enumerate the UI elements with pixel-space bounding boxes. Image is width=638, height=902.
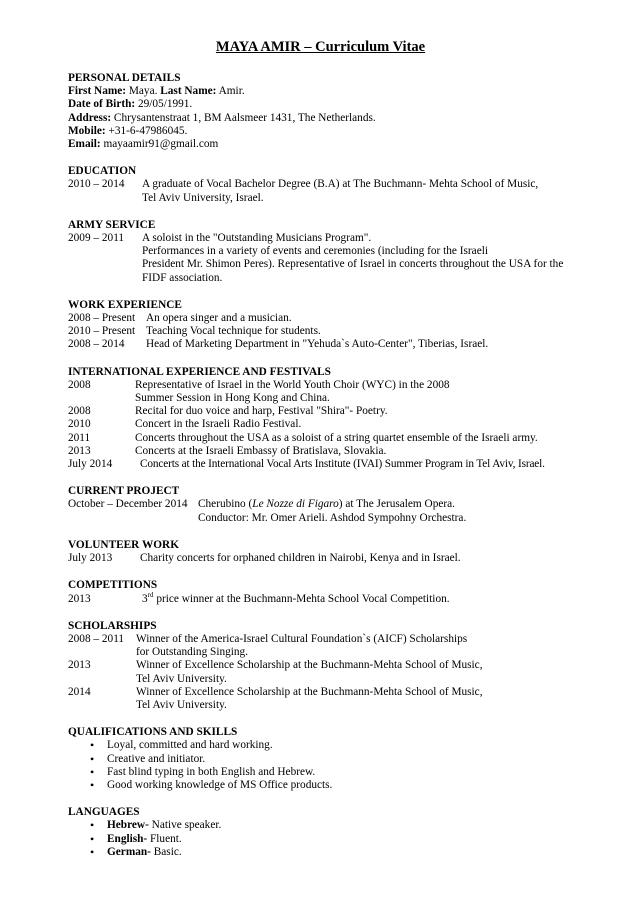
education-date: 2010 – 2014 — [68, 178, 125, 191]
mobile-line — [68, 125, 573, 138]
bullet-icon: • — [90, 751, 95, 766]
volunteer-row — [68, 552, 573, 565]
dob-line — [68, 98, 573, 111]
international-date — [68, 392, 135, 405]
scholarship-item — [68, 659, 573, 672]
competition-row — [68, 590, 573, 606]
scholarship-item — [68, 633, 573, 646]
volunteer-date: July 2013 — [68, 552, 113, 565]
skill-text: Loyal, committed and hard working. — [107, 739, 273, 752]
bullet-icon: • — [90, 764, 95, 779]
language-item — [68, 833, 573, 846]
skill-item — [68, 779, 573, 792]
work-date: 2010 – Present — [68, 325, 136, 338]
competition-description: price winner at the Buchmann-Mehta School Vocal Competition. — [153, 592, 450, 605]
competition-date: 2013 — [68, 592, 91, 605]
mobile-label: Mobile: — [68, 124, 106, 137]
name-line — [68, 85, 573, 98]
scholarship-date — [68, 699, 136, 712]
international-item — [68, 405, 573, 418]
volunteer-text: Charity concerts for orphaned children in Nairobi, Kenya and in Israel. — [140, 552, 461, 565]
current-project-section — [68, 485, 573, 525]
current-project-role — [198, 498, 573, 511]
volunteer-heading: VOLUNTEER WORK — [68, 538, 179, 551]
international-text: Concerts at the Israeli Embassy of Bratislava, Slovakia. — [135, 444, 387, 457]
international-date: 2008 — [68, 378, 91, 391]
personal-details-heading: PERSONAL DETAILS — [68, 72, 181, 84]
scholarship-item — [68, 699, 573, 712]
address-label: Address: — [68, 111, 112, 124]
role-text: ) at The Jerusalem Opera. — [338, 498, 455, 511]
international-date: 2010 — [68, 418, 91, 431]
scholarship-text: for Outstanding Singing. — [136, 646, 249, 659]
international-section — [68, 366, 573, 472]
email-value: mayaamir91@gmail.com — [100, 138, 219, 151]
language-item — [68, 846, 573, 859]
international-date: 2013 — [68, 444, 91, 457]
international-text: Recital for duo voice and harp, Festival "Shira"- Poetry. — [135, 405, 388, 418]
role-text: Cherubino ( — [198, 498, 253, 511]
scholarship-text: Winner of Excellence Scholarship at the Buchmann-Mehta School of Music, — [136, 685, 483, 698]
cv-page — [68, 38, 573, 859]
work-date: 2008 – 2014 — [68, 338, 125, 351]
education-line: Tel Aviv University, Israel. — [142, 191, 264, 204]
current-project-date: October – December 2014 — [68, 498, 188, 511]
international-text: Concerts throughout the USA as a soloist of a string quartet ensemble of the Israeli army. — [135, 431, 538, 444]
scholarship-date: 2008 – 2011 — [68, 632, 125, 645]
dob-value: 29/05/1991. — [135, 98, 193, 111]
bullet-icon: • — [90, 818, 95, 833]
last-name-label: Last Name: — [160, 85, 217, 98]
work-item — [68, 338, 573, 351]
education-line: A graduate of Vocal Bachelor Degree (B.A) at The Buchmann- Mehta School of Music, — [142, 178, 539, 191]
address-value: Chrysantenstraat 1, BM Aalsmeer 1431, The Netherlands. — [111, 111, 376, 124]
language-level: Basic. — [150, 845, 182, 858]
international-text: Concerts at the International Vocal Arts Institute (IVAI) Summer Program in Tel Aviv, Israel. — [140, 458, 545, 471]
army-date: 2009 – 2011 — [68, 232, 125, 245]
skill-item — [68, 766, 573, 779]
education-text — [142, 178, 573, 204]
skills-section — [68, 726, 573, 792]
competition-text — [142, 590, 573, 606]
bullet-icon: • — [90, 738, 95, 753]
scholarship-item — [68, 686, 573, 699]
international-item — [68, 379, 573, 392]
skill-text: Good working knowledge of MS Office products. — [107, 778, 333, 791]
scholarship-item — [68, 673, 573, 686]
international-heading: INTERNATIONAL EXPERIENCE AND FESTIVALS — [68, 365, 331, 378]
current-project-row — [68, 498, 573, 524]
work-item — [68, 325, 573, 338]
email-line — [68, 138, 573, 151]
language-name: German- — [107, 845, 151, 858]
scholarships-section — [68, 620, 573, 712]
international-date: 2008 — [68, 405, 91, 418]
scholarship-item — [68, 646, 573, 659]
education-row — [68, 178, 573, 204]
work-text: An opera singer and a musician. — [146, 312, 292, 325]
opera-title: Le Nozze di Figaro — [252, 498, 339, 511]
language-name: Hebrew- — [107, 819, 149, 832]
international-item — [68, 445, 573, 458]
international-text: Summer Session in Hong Kong and China. — [135, 392, 330, 405]
current-project-heading: CURRENT PROJECT — [68, 485, 180, 498]
army-service-section — [68, 219, 573, 285]
work-text: Head of Marketing Department in "Yehuda`s Auto-Center", Tiberias, Israel. — [146, 338, 489, 351]
bullet-icon: • — [90, 831, 95, 846]
work-item — [68, 312, 573, 325]
place-suffix: rd — [147, 590, 154, 599]
volunteer-section — [68, 539, 573, 565]
email-label: Email: — [68, 138, 101, 151]
first-name-label: First Name: — [68, 85, 127, 98]
competitions-heading: COMPETITIONS — [68, 579, 158, 592]
work-text: Teaching Vocal technique for students. — [146, 325, 321, 338]
work-experience-section — [68, 299, 573, 352]
education-section — [68, 165, 573, 205]
language-item — [68, 819, 573, 832]
address-line — [68, 112, 573, 125]
army-row — [68, 232, 573, 285]
army-line: A soloist in the "Outstanding Musicians Program". — [142, 232, 372, 245]
language-name: English- — [107, 832, 148, 845]
army-text — [142, 232, 573, 285]
scholarship-date — [68, 646, 136, 659]
bullet-icon: • — [90, 844, 95, 859]
current-project-text — [198, 498, 573, 524]
skill-text: Creative and initiator. — [107, 752, 206, 765]
army-line: Performances in a variety of events and ceremonies (including for the Israeli — [142, 245, 488, 258]
work-experience-heading: WORK EXPERIENCE — [68, 298, 182, 311]
international-date: 2011 — [68, 431, 91, 444]
scholarship-date — [68, 673, 136, 686]
language-level: Fluent. — [147, 832, 182, 845]
language-level: Native speaker. — [148, 819, 222, 832]
place-number: 3 — [142, 592, 148, 605]
skill-item — [68, 753, 573, 766]
army-line: President Mr. Shimon Peres). Representative of Israel in concerts throughout the USA for the — [142, 258, 564, 271]
mobile-value: +31-6-47986045. — [105, 124, 188, 137]
languages-section — [68, 806, 573, 859]
scholarships-heading: SCHOLARSHIPS — [68, 619, 157, 632]
last-name-value: Amir. — [216, 85, 245, 98]
international-text: Representative of Israel in the World Youth Choir (WYC) in the 2008 — [135, 378, 450, 391]
scholarship-date: 2014 — [68, 685, 91, 698]
international-item — [68, 432, 573, 445]
international-date: July 2014 — [68, 458, 113, 471]
scholarship-text: Tel Aviv University. — [136, 672, 227, 685]
skill-text: Fast blind typing in both English and Hebrew. — [107, 765, 316, 778]
personal-details-section — [68, 72, 573, 151]
scholarship-text: Winner of Excellence Scholarship at the Buchmann-Mehta School of Music, — [136, 659, 483, 672]
scholarship-text: Winner of the America-Israel Cultural Foundation`s (AICF) Scholarships — [136, 632, 468, 645]
international-item — [68, 418, 573, 431]
international-item — [68, 458, 573, 471]
education-heading: EDUCATION — [68, 165, 137, 178]
skill-item — [68, 739, 573, 752]
scholarship-text: Tel Aviv University. — [136, 698, 227, 711]
competitions-section — [68, 579, 573, 605]
international-item — [68, 392, 573, 405]
dob-label: Date of Birth: — [68, 98, 136, 111]
scholarship-date: 2013 — [68, 659, 91, 672]
skills-heading: QUALIFICATIONS AND SKILLS — [68, 726, 238, 739]
cv-title: MAYA AMIR – Curriculum Vitae — [215, 39, 426, 55]
army-line: FIDF association. — [142, 271, 223, 284]
bullet-icon: • — [90, 777, 95, 792]
army-service-heading: ARMY SERVICE — [68, 218, 156, 231]
languages-heading: LANGUAGES — [68, 806, 140, 819]
current-project-conductor: Conductor: Mr. Omer Arieli. Ashdod Sympohny Orchestra. — [198, 511, 467, 524]
work-date: 2008 – Present — [68, 312, 136, 325]
first-name-value: Maya. — [126, 85, 161, 98]
international-text: Concert in the Israeli Radio Festival. — [135, 418, 302, 431]
